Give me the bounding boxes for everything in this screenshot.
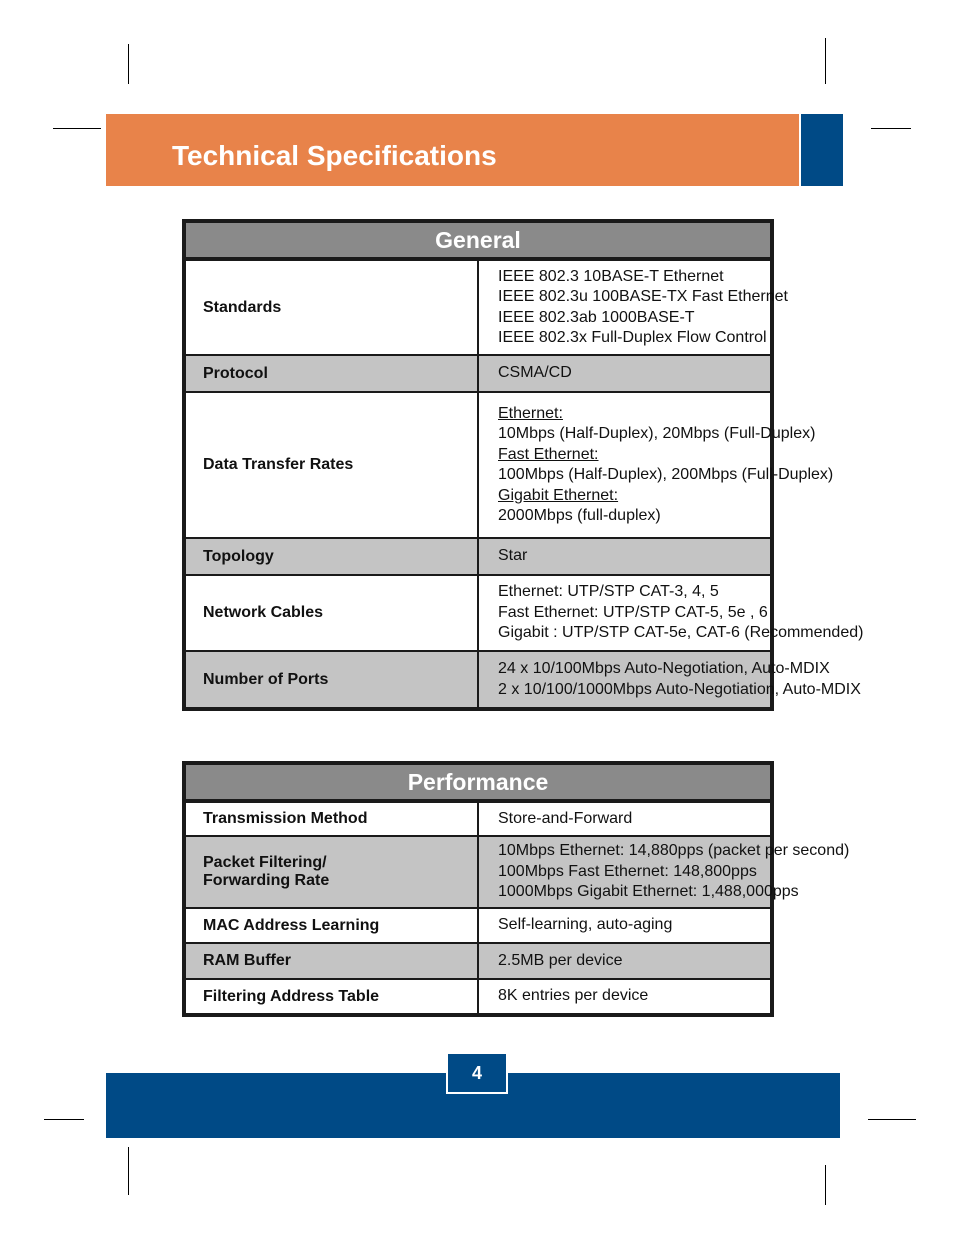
spec-label: Network Cables	[184, 575, 478, 651]
spec-value-subheading: Ethernet:	[498, 404, 563, 422]
spec-value	[478, 392, 834, 538]
spec-value-line: 100Mbps (Half-Duplex), 200Mbps (Full-Duplex)	[498, 466, 834, 483]
general-spec-table	[182, 219, 864, 711]
spec-label: Protocol	[184, 355, 478, 392]
title-banner	[106, 114, 799, 186]
spec-label: MAC Address Learning	[184, 908, 478, 943]
spec-label: Filtering Address Table	[184, 979, 478, 1015]
performance-heading: Performance	[184, 763, 772, 801]
spec-value-line: 24 x 10/100Mbps Auto-Negotiation, Auto-MDIX	[498, 660, 830, 677]
spec-value-line: Ethernet: UTP/STP CAT-3, 4, 5	[498, 583, 719, 601]
spec-value	[478, 943, 772, 979]
spec-label	[184, 836, 478, 908]
spec-value-line: IEEE 802.3u 100BASE-TX Fast Ethernet	[498, 288, 788, 305]
crop-mark	[53, 128, 101, 129]
crop-mark	[128, 44, 129, 84]
spec-value	[478, 355, 772, 392]
spec-value-line: Star	[498, 547, 528, 565]
spec-value-line: CSMA/CD	[498, 364, 572, 382]
page-title: Technical Specifications	[172, 140, 497, 171]
page-number: 4	[446, 1052, 508, 1094]
spec-value-line: 2000Mbps (full-duplex)	[498, 507, 661, 524]
title-accent-block	[801, 114, 843, 186]
spec-value	[478, 801, 772, 836]
spec-label: Data Transfer Rates	[184, 392, 478, 538]
table-row	[184, 801, 772, 836]
table-row	[184, 575, 772, 651]
crop-mark	[825, 1165, 826, 1205]
spec-label-line: Packet Filtering/	[203, 854, 327, 871]
table-row	[184, 355, 772, 392]
spec-value-line: 10Mbps Ethernet: 14,880pps (packet per second)	[498, 842, 850, 860]
table-row	[184, 979, 772, 1015]
spec-value	[478, 259, 788, 355]
spec-value	[478, 979, 772, 1015]
spec-value-line: Gigabit : UTP/STP CAT-5e, CAT-6 (Recommended)	[498, 624, 864, 642]
spec-label: Standards	[184, 259, 478, 355]
spec-value-line: 10Mbps (Half-Duplex), 20Mbps (Full-Duplex)	[498, 425, 816, 442]
spec-value-line: IEEE 802.3ab 1000BASE-T	[498, 308, 695, 326]
spec-label-line: Forwarding Rate	[203, 872, 330, 889]
table-row	[184, 651, 772, 709]
spec-value-line: Store-and-Forward	[498, 809, 633, 827]
spec-value-line: Self-learning, auto-aging	[498, 916, 673, 934]
crop-mark	[868, 1119, 916, 1120]
general-heading: General	[184, 221, 772, 259]
crop-mark	[44, 1119, 84, 1120]
crop-mark	[128, 1147, 129, 1195]
crop-mark	[825, 38, 826, 84]
performance-spec-table	[182, 761, 850, 1017]
table-row	[184, 538, 772, 575]
spec-value-line: 1000Mbps Gigabit Ethernet: 1,488,000pps	[498, 883, 799, 901]
spec-value	[478, 651, 861, 709]
table-row	[184, 836, 772, 908]
crop-mark	[871, 128, 911, 129]
spec-label: Number of Ports	[184, 651, 478, 709]
spec-value-line: 100Mbps Fast Ethernet: 148,800pps	[498, 862, 757, 880]
spec-value-subheading: Gigabit Ethernet:	[498, 486, 619, 504]
table-row	[184, 943, 772, 979]
spec-label: RAM Buffer	[184, 943, 478, 979]
spec-value-line: Fast Ethernet: UTP/STP CAT-5, 5e , 6	[498, 603, 768, 621]
spec-value	[478, 538, 772, 575]
spec-value-subheading: Fast Ethernet:	[498, 445, 599, 463]
spec-label: Topology	[184, 538, 478, 575]
spec-value	[478, 908, 772, 943]
spec-label: Transmission Method	[184, 801, 478, 836]
spec-value-line: 2.5MB per device	[498, 951, 623, 969]
spec-value-line: IEEE 802.3 10BASE-T Ethernet	[498, 267, 724, 285]
spec-value	[478, 575, 864, 651]
table-row	[184, 259, 772, 355]
table-row	[184, 392, 772, 538]
spec-value	[478, 836, 850, 908]
spec-value-line: 8K entries per device	[498, 987, 649, 1005]
table-row	[184, 908, 772, 943]
spec-value-line: 2 x 10/100/1000Mbps Auto-Negotiation, Auto-MDIX	[498, 680, 861, 698]
spec-value-line: IEEE 802.3x Full-Duplex Flow Control	[498, 329, 767, 346]
